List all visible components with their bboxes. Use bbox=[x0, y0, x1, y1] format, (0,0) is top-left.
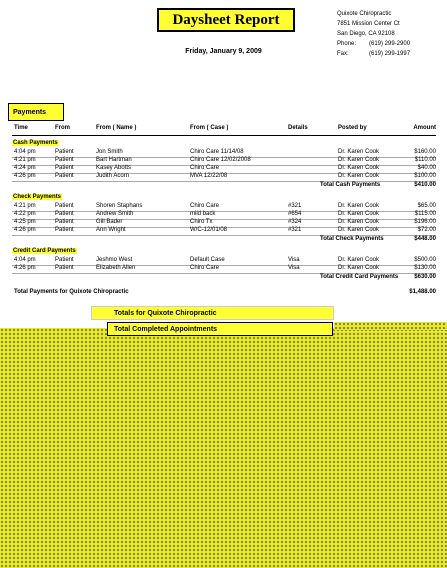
phone-value: (619) 299-2900 bbox=[369, 41, 411, 47]
group-total-value: $448.00 bbox=[414, 236, 436, 242]
cell-from-case: Chiro Tx bbox=[190, 219, 213, 225]
cell-posted-by: Dr. Karen Cook bbox=[338, 173, 380, 179]
cell-amount: $40.00 bbox=[417, 165, 436, 171]
cell-details: Visa bbox=[288, 257, 300, 263]
cell-amount: $196.00 bbox=[414, 219, 436, 225]
dotted-overlay-notch bbox=[334, 322, 447, 330]
cell-from: Patient bbox=[55, 149, 74, 155]
col-amount: Amount bbox=[413, 125, 436, 131]
cell-posted-by: Dr. Karen Cook bbox=[338, 227, 380, 233]
totals-header: Totals for Quixote Chiropractic bbox=[91, 306, 334, 320]
section-label: Cash Payments bbox=[13, 140, 58, 146]
report-title: Daysheet Report bbox=[157, 8, 295, 32]
table-row bbox=[12, 227, 436, 236]
section-title-payments: Payments bbox=[8, 103, 64, 121]
company-address-line2: San Diego, CA 92108 bbox=[337, 31, 395, 37]
group-total-value: $630.00 bbox=[414, 274, 436, 280]
cell-from: Patient bbox=[55, 203, 74, 209]
cell-amount: $100.00 bbox=[414, 173, 436, 179]
cell-details: #321 bbox=[288, 203, 302, 209]
cell-from-name: Judith Acorn bbox=[96, 173, 130, 179]
cell-time: 4:24 pm bbox=[14, 165, 36, 171]
cell-from: Patient bbox=[55, 257, 74, 263]
cell-from-case: Chiro Care bbox=[190, 203, 220, 209]
cell-posted-by: Dr. Karen Cook bbox=[338, 219, 380, 225]
cell-amount: $160.00 bbox=[414, 149, 436, 155]
grand-total-value: $1,488.00 bbox=[409, 289, 436, 295]
cell-from-name: Jeshmo West bbox=[96, 257, 133, 263]
col-from: From bbox=[55, 125, 70, 131]
table-row bbox=[12, 173, 436, 182]
section-label: Credit Card Payments bbox=[13, 248, 76, 254]
group-total-label: Total Cash Payments bbox=[320, 182, 381, 188]
cell-from-case: Chiro Care bbox=[190, 265, 220, 271]
cell-from: Patient bbox=[55, 265, 74, 271]
group-total-label: Total Check Payments bbox=[320, 236, 384, 242]
cell-from: Patient bbox=[55, 211, 74, 217]
group-total-row bbox=[12, 236, 436, 244]
cell-posted-by: Dr. Karen Cook bbox=[338, 203, 380, 209]
cell-amount: $65.00 bbox=[417, 203, 436, 209]
cell-from-name: Ann Wright bbox=[96, 227, 126, 233]
cell-from-name: Bart Hartman bbox=[96, 157, 132, 163]
group-total-value: $410.00 bbox=[414, 182, 436, 188]
cell-from-name: Gill Bader bbox=[96, 219, 123, 225]
cell-from-name: Shoren Staphans bbox=[96, 203, 143, 209]
cell-from: Patient bbox=[55, 165, 74, 171]
cell-time: 4:22 pm bbox=[14, 211, 36, 217]
col-from-name: From ( Name ) bbox=[96, 125, 137, 131]
cell-from: Patient bbox=[55, 157, 74, 163]
cell-from: Patient bbox=[55, 219, 74, 225]
cell-time: 4:25 pm bbox=[14, 219, 36, 225]
cell-amount: $110.00 bbox=[414, 157, 436, 163]
company-address-line1: 7851 Mission Center Ct bbox=[337, 21, 400, 27]
cell-time: 4:26 pm bbox=[14, 173, 36, 179]
cell-details: #654 bbox=[288, 211, 302, 217]
dotted-overlay bbox=[0, 328, 447, 568]
cell-details: #321 bbox=[288, 227, 302, 233]
cell-from: Patient bbox=[55, 173, 74, 179]
cell-amount: $130.00 bbox=[414, 265, 436, 271]
cell-from-name: Andrew Smith bbox=[96, 211, 134, 217]
group-total-row bbox=[12, 182, 436, 190]
cell-from-case: mild back bbox=[190, 211, 216, 217]
cell-from-case: W/C-12/01/08 bbox=[190, 227, 228, 233]
cell-time: 4:26 pm bbox=[14, 265, 36, 271]
group-total-label: Total Credit Card Payments bbox=[320, 274, 399, 280]
cell-details: #324 bbox=[288, 219, 302, 225]
col-posted-by: Posted by bbox=[338, 125, 367, 131]
grand-total-label: Total Payments for Quixote Chiropractic bbox=[14, 289, 129, 295]
cell-from-case: Chiro Care bbox=[190, 165, 220, 171]
cell-posted-by: Dr. Karen Cook bbox=[338, 257, 380, 263]
cell-from-case: Chiro Care 11/14/08 bbox=[190, 149, 244, 155]
cell-time: 4:04 pm bbox=[14, 149, 36, 155]
phone-label: Phone: bbox=[337, 41, 357, 47]
cell-from-name: Elizabeth Allen bbox=[96, 265, 136, 271]
cell-time: 4:21 pm bbox=[14, 203, 36, 209]
cell-from-case: Chiro Care 12/02/2008 bbox=[190, 157, 251, 163]
cell-posted-by: Dr. Karen Cook bbox=[338, 265, 380, 271]
report-date: Friday, January 9, 2009 bbox=[185, 48, 262, 55]
cell-posted-by: Dr. Karen Cook bbox=[338, 157, 380, 163]
col-time: Time bbox=[14, 125, 28, 131]
cell-from: Patient bbox=[55, 227, 74, 233]
cell-from-name: Kasey Abotts bbox=[96, 165, 132, 171]
table-header bbox=[12, 125, 436, 136]
cell-posted-by: Dr. Karen Cook bbox=[338, 165, 380, 171]
cell-amount: $500.00 bbox=[414, 257, 436, 263]
cell-time: 4:26 pm bbox=[14, 227, 36, 233]
company-name: Quixote Chiropractic bbox=[337, 11, 392, 17]
fax-value: (619) 299-1997 bbox=[369, 51, 411, 57]
fax-label: Fax: bbox=[337, 51, 349, 57]
cell-from-case: Default Case bbox=[190, 257, 225, 263]
col-from-case: From ( Case ) bbox=[190, 125, 229, 131]
cell-from-name: Jon Smith bbox=[96, 149, 123, 155]
grand-total-row bbox=[12, 289, 436, 298]
cell-posted-by: Dr. Karen Cook bbox=[338, 211, 380, 217]
group-total-row bbox=[12, 274, 436, 282]
cell-details: Visa bbox=[288, 265, 300, 271]
cell-time: 4:04 pm bbox=[14, 257, 36, 263]
completed-appointments-box: Total Completed Appointments bbox=[107, 322, 333, 336]
cell-amount: $115.00 bbox=[414, 211, 436, 217]
table-row bbox=[12, 265, 436, 274]
cell-from-case: MVA 12/22/08 bbox=[190, 173, 228, 179]
cell-amount: $72.00 bbox=[417, 227, 436, 233]
col-details: Details bbox=[288, 125, 308, 131]
cell-posted-by: Dr. Karen Cook bbox=[338, 149, 380, 155]
cell-time: 4:21 pm bbox=[14, 157, 36, 163]
section-label: Check Payments bbox=[13, 194, 62, 200]
